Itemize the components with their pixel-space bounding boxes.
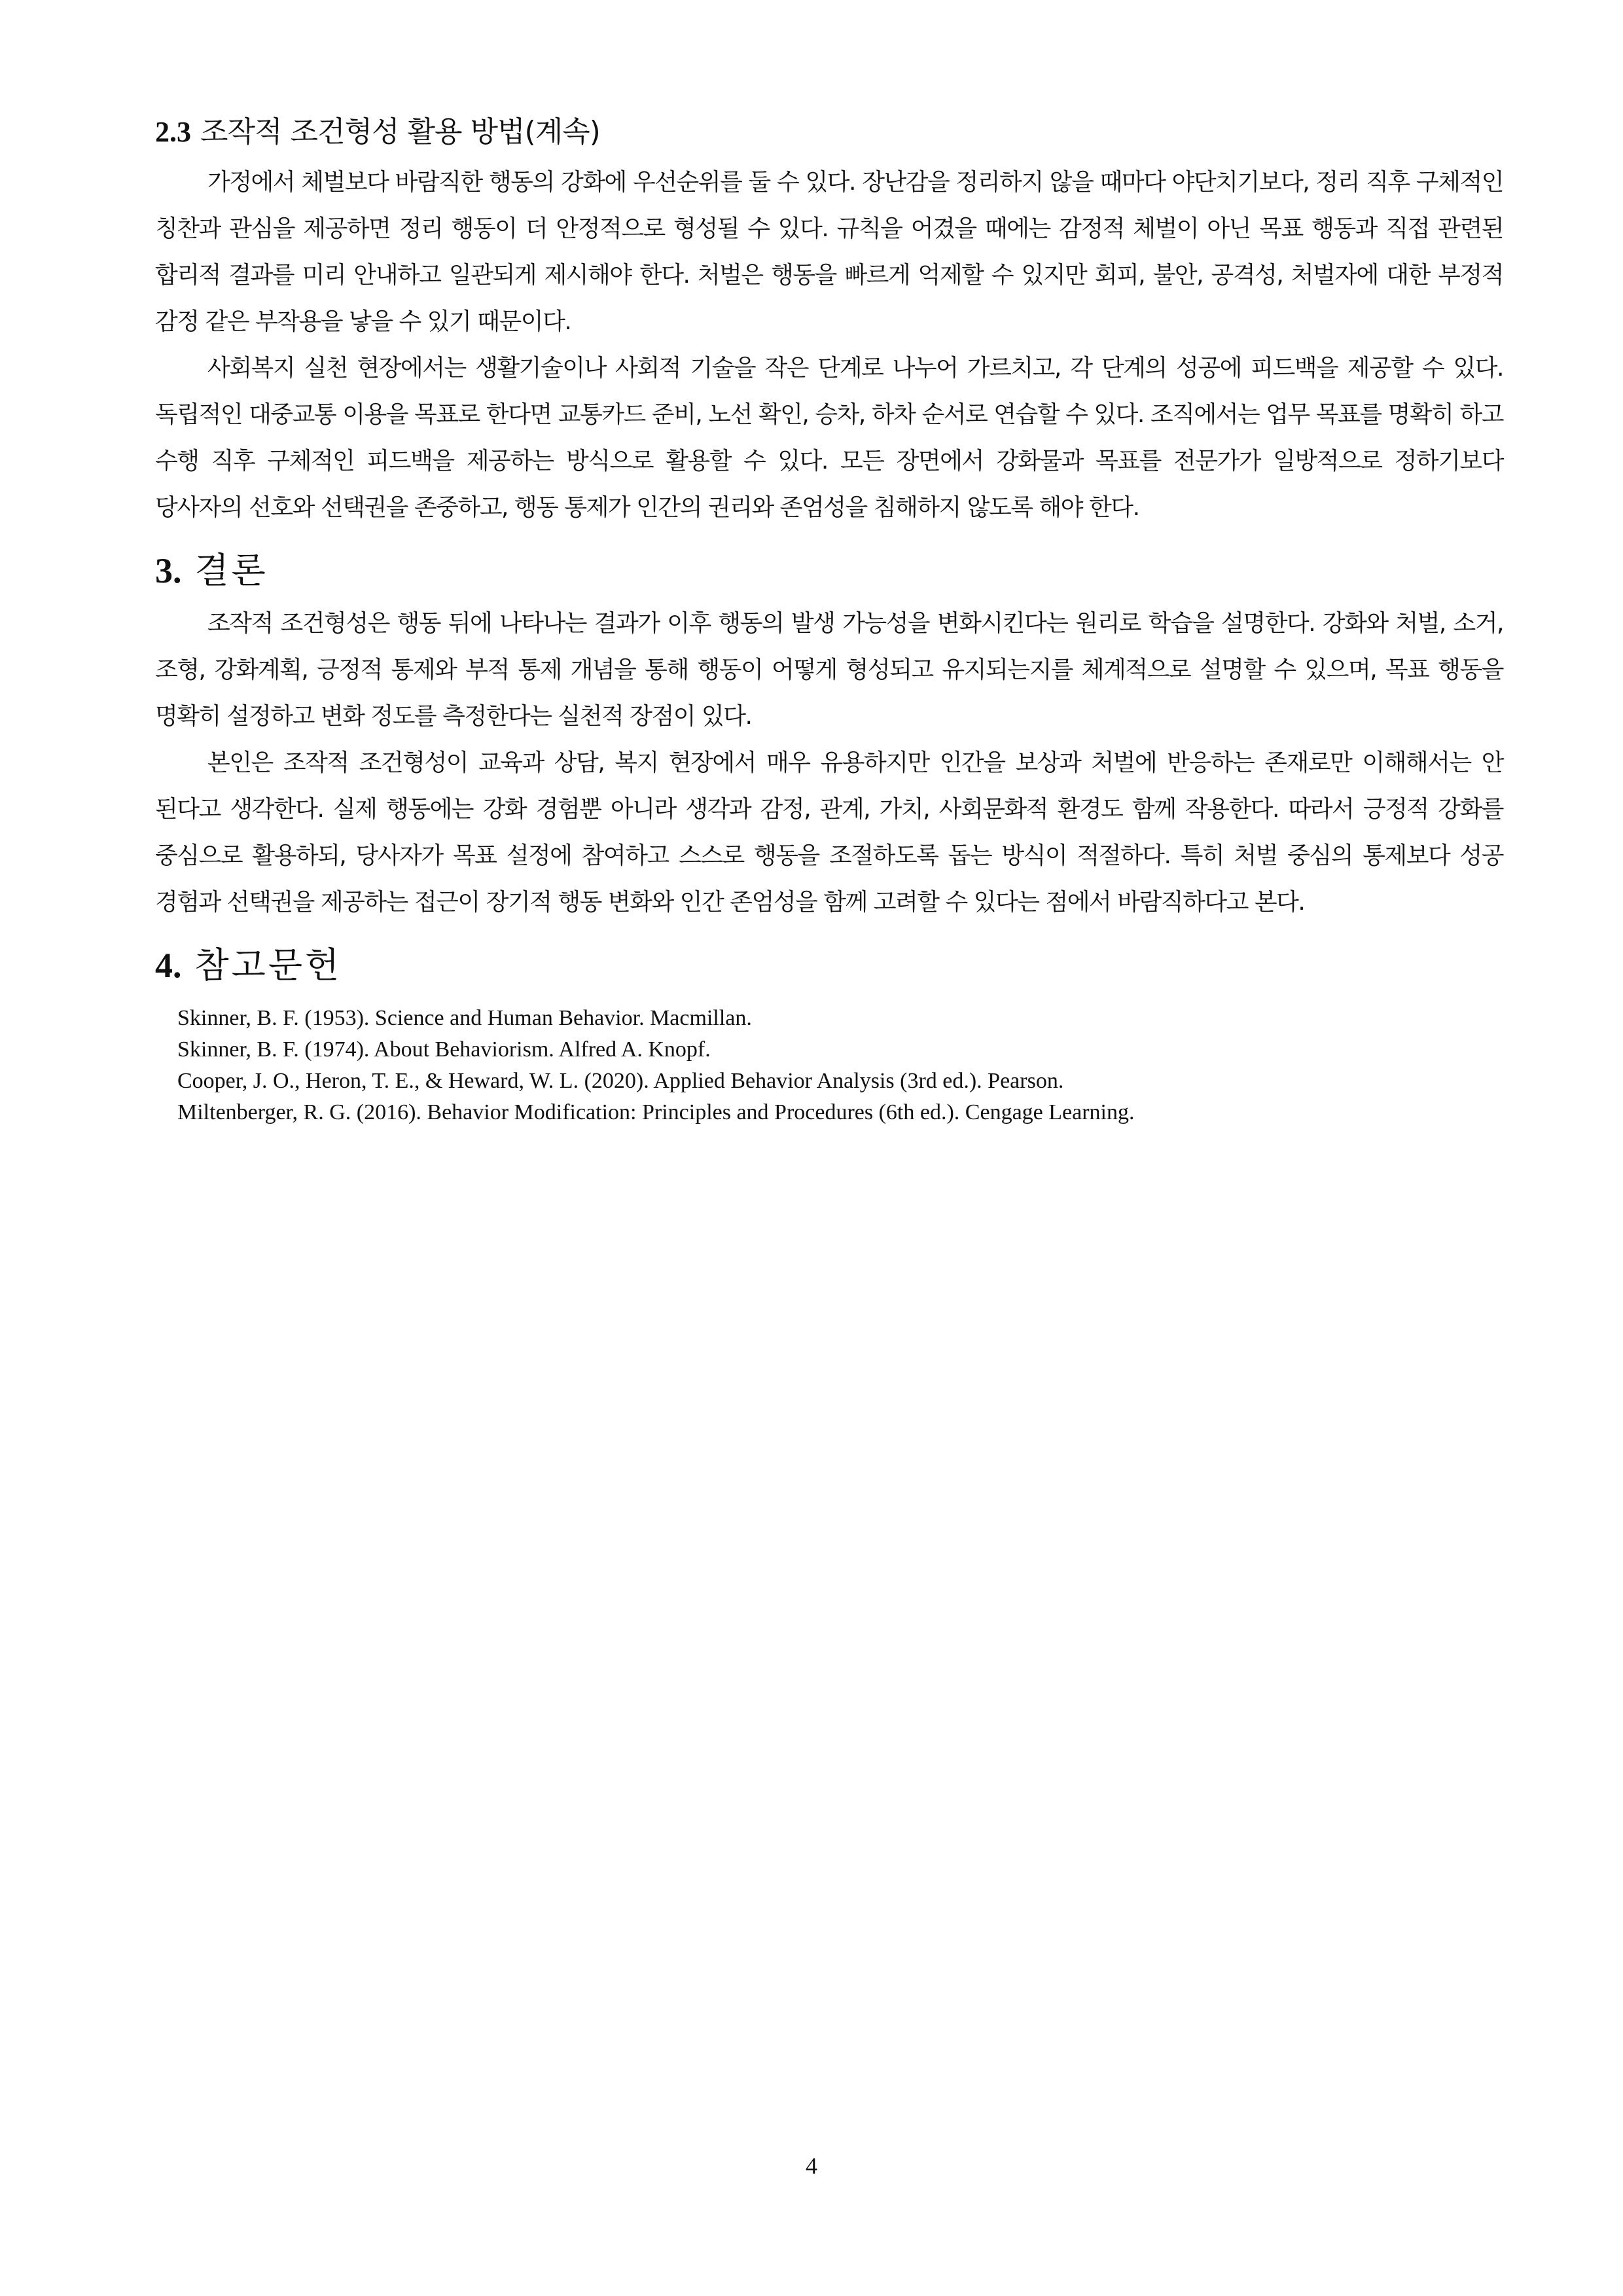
reference-item: Cooper, J. O., Heron, T. E., & Heward, W. L. (2020). Applied Behavior Analysis (3rd ed.). Pearson.	[177, 1069, 1064, 1093]
references-heading	[155, 937, 1503, 995]
reference-item: Skinner, B. F. (1953). Science and Human Behavior. Macmillan.	[177, 1006, 752, 1030]
conclusion-heading	[155, 543, 1503, 600]
conclusion-number: 3.	[155, 551, 182, 590]
section-2-3-number: 2.3	[155, 116, 191, 148]
section-2-3-paragraph-2: 사회복지 실천 현장에서는 생활기술이나 사회적 기술을 작은 단계로 나누어 가르치고, 각 단계의 성공에 피드백을 제공할 수 있다. 독립적인 대중교통 이용을 목표로 한다면 교통카드 준비, 노선 확인, 승차, 하차 순서로 연습할 수 있다. 조직에서는 업무 목표를 명확히 하고 수행 직후 구체적인 피드백을 제공하는 방식으로 활용할 수 있다. 모든 장면에서 강화물과 목표를 전문가가 일방적으로 정하기보다 당사자의 선호와 선택권을 존중하고, 행동 통제가 인간의 권리와 존엄성을 침해하지 않도록 해야 한다.	[155, 355, 1503, 521]
page-content	[155, 108, 1503, 1128]
conclusion-paragraph-1: 조작적 조건형성은 행동 뒤에 나타나는 결과가 이후 행동의 발생 가능성을 변화시킨다는 원리로 학습을 설명한다. 강화와 처벌, 소거, 조형, 강화계획, 긍정적 통제와 부적 통제 개념을 통해 행동이 어떻게 형성되고 유지되는지를 체계적으로 설명할 수 있으며, 목표 행동을 명확히 설정하고 변화 정도를 측정한다는 실천적 장점이 있다.	[155, 610, 1503, 730]
reference-item: Skinner, B. F. (1974). About Behaviorism. Alfred A. Knopf.	[177, 1037, 711, 1062]
section-2-3-heading	[155, 108, 1503, 159]
conclusion-title: 결론	[194, 550, 268, 591]
section-2-3-paragraph-1: 가정에서 체벌보다 바람직한 행동의 강화에 우선순위를 둘 수 있다. 장난감을 정리하지 않을 때마다 야단치기보다, 정리 직후 구체적인 칭찬과 관심을 제공하면 정리 행동이 더 안정적으로 형성될 수 있다. 규칙을 어겼을 때에는 감정적 체벌이 아닌 목표 행동과 직접 관련된 합리적 결과를 미리 안내하고 일관되게 제시해야 한다. 처벌은 행동을 빠르게 억제할 수 있지만 회피, 불안, 공격성, 처벌자에 대한 부정적 감정 같은 부작용을 낳을 수 있기 때문이다.	[155, 169, 1503, 335]
reference-list	[155, 1003, 1503, 1128]
conclusion-paragraph-2: 본인은 조작적 조건형성이 교육과 상담, 복지 현장에서 매우 유용하지만 인간을 보상과 처벌에 반응하는 존재로만 이해해서는 안 된다고 생각한다. 실제 행동에는 강화 경험뿐 아니라 생각과 감정, 관계, 가치, 사회문화적 환경도 함께 작용한다. 따라서 긍정적 강화를 중심으로 활용하되, 당사자가 목표 설정에 참여하고 스스로 행동을 조절하도록 돕는 방식이 적절하다. 특히 처벌 중심의 통제보다 성공 경험과 선택권을 제공하는 접근이 장기적 행동 변화와 인간 존엄성을 함께 고려할 수 있다는 점에서 바람직하다고 본다.	[155, 749, 1503, 916]
page-number: 4	[806, 2153, 817, 2179]
section-2-3-title: 조작적 조건형성 활용 방법(계속)	[200, 115, 600, 149]
references-number: 4.	[155, 946, 182, 985]
references-title: 참고문헌	[194, 944, 342, 986]
reference-item: Miltenberger, R. G. (2016). Behavior Modification: Principles and Procedures (6th ed.). Cengage Learning.	[177, 1100, 1135, 1124]
